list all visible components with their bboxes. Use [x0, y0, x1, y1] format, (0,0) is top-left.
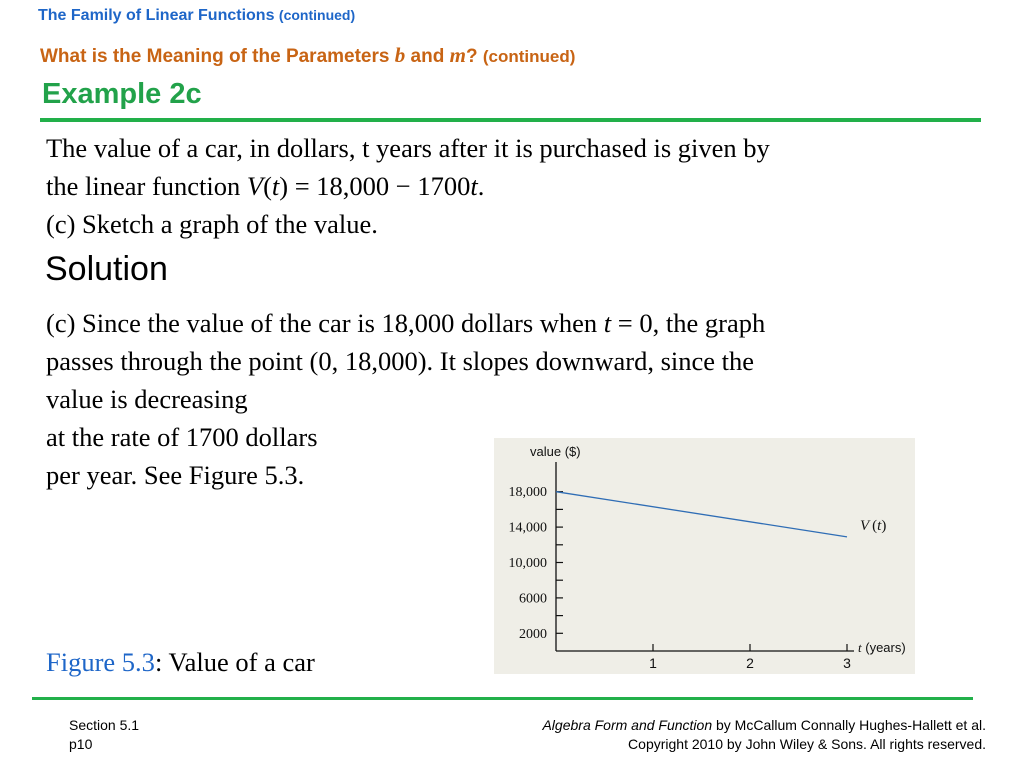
footer-section: Section 5.1 — [69, 717, 140, 733]
param-m: m — [449, 43, 466, 67]
solution-line-2: passes through the point (0, 18,000). It slopes downward, since the — [46, 346, 755, 376]
solution-line-3: value is decreasing — [46, 384, 248, 414]
y-ticks — [509, 485, 564, 642]
x-ticks — [649, 644, 851, 671]
x-tick-label: 2 — [746, 655, 754, 671]
subheader-question: ? — [465, 46, 478, 67]
y-tick-label: 6000 — [519, 591, 547, 607]
function-body: ) = 18,000 − 1700 — [279, 171, 471, 201]
subheader-suffix: (continued) — [482, 47, 576, 66]
problem-line-2 — [46, 167, 996, 205]
footer-authors: by McCallum Connally Hughes-Hallett et al. — [712, 717, 986, 733]
slide-header — [38, 7, 355, 25]
footer-credit — [542, 716, 986, 735]
function-variable-2: t — [470, 171, 478, 201]
function-variable: t — [271, 171, 280, 201]
open-paren: ( — [263, 171, 272, 201]
problem-line-2-text: the linear function — [46, 171, 247, 201]
solution-line-4: at the rate of 1700 dollars — [46, 422, 318, 452]
x-axis-unit: (years) — [861, 640, 906, 655]
footer-left — [69, 716, 139, 754]
solution-line-1-pre: (c) Since the value of the car is 18,000 dollars when — [46, 308, 604, 338]
problem-line-1: The value of a car, in dollars, t years after it is purchased is given by — [46, 133, 770, 163]
y-tick-label: 18,000 — [508, 485, 547, 501]
y-tick-label: 2000 — [519, 626, 547, 642]
series-label-open: ( — [872, 518, 878, 534]
subheader-text: What is the Meaning of the Parameters — [40, 46, 395, 67]
y-tick-label: 14,000 — [508, 520, 547, 536]
series-label-var: V — [860, 518, 870, 534]
y-tick-label: 10,000 — [508, 556, 547, 571]
figure-caption — [46, 643, 315, 681]
figure-5-3 — [494, 438, 915, 674]
footer-copyright: Copyright 2010 by John Wiley & Sons. All rights reserved. — [628, 736, 986, 752]
solution-line-1-post: = 0, the graph — [611, 308, 766, 338]
x-tick-label: 1 — [649, 655, 657, 671]
top-divider — [40, 118, 981, 122]
series-label-arg: t — [877, 518, 882, 534]
x-tick-label: 3 — [843, 655, 851, 671]
problem-statement — [46, 129, 996, 243]
bottom-divider — [32, 697, 973, 700]
solution-line-1 — [46, 304, 996, 342]
figure-caption-label: Figure 5.3 — [46, 647, 155, 677]
param-b: b — [394, 43, 406, 67]
function-name: V — [246, 171, 264, 201]
period: . — [477, 171, 485, 201]
solution-line-5: per year. See Figure 5.3. — [46, 460, 305, 490]
problem-line-3: (c) Sketch a graph of the value. — [46, 209, 378, 239]
footer-book-title: Algebra Form and Function — [542, 717, 713, 733]
x-axis-label — [858, 640, 906, 655]
value-line — [556, 492, 847, 537]
series-label-close: ) — [881, 518, 887, 534]
value-chart — [494, 438, 915, 674]
slide-subheader — [40, 43, 575, 68]
x-axis-var: t — [858, 640, 862, 655]
series-label — [860, 518, 886, 534]
y-axis-label: value ($) — [530, 444, 581, 459]
solution-heading: Solution — [45, 250, 168, 288]
subheader-and: and — [405, 46, 450, 67]
header-title: The Family of Linear Functions — [38, 7, 275, 24]
example-title: Example 2c — [42, 78, 202, 110]
solution-variable: t — [603, 308, 612, 338]
footer-page: p10 — [69, 736, 93, 752]
header-title-suffix: (continued) — [278, 7, 356, 23]
figure-caption-text: : Value of a car — [154, 647, 315, 677]
footer-right — [542, 716, 986, 754]
